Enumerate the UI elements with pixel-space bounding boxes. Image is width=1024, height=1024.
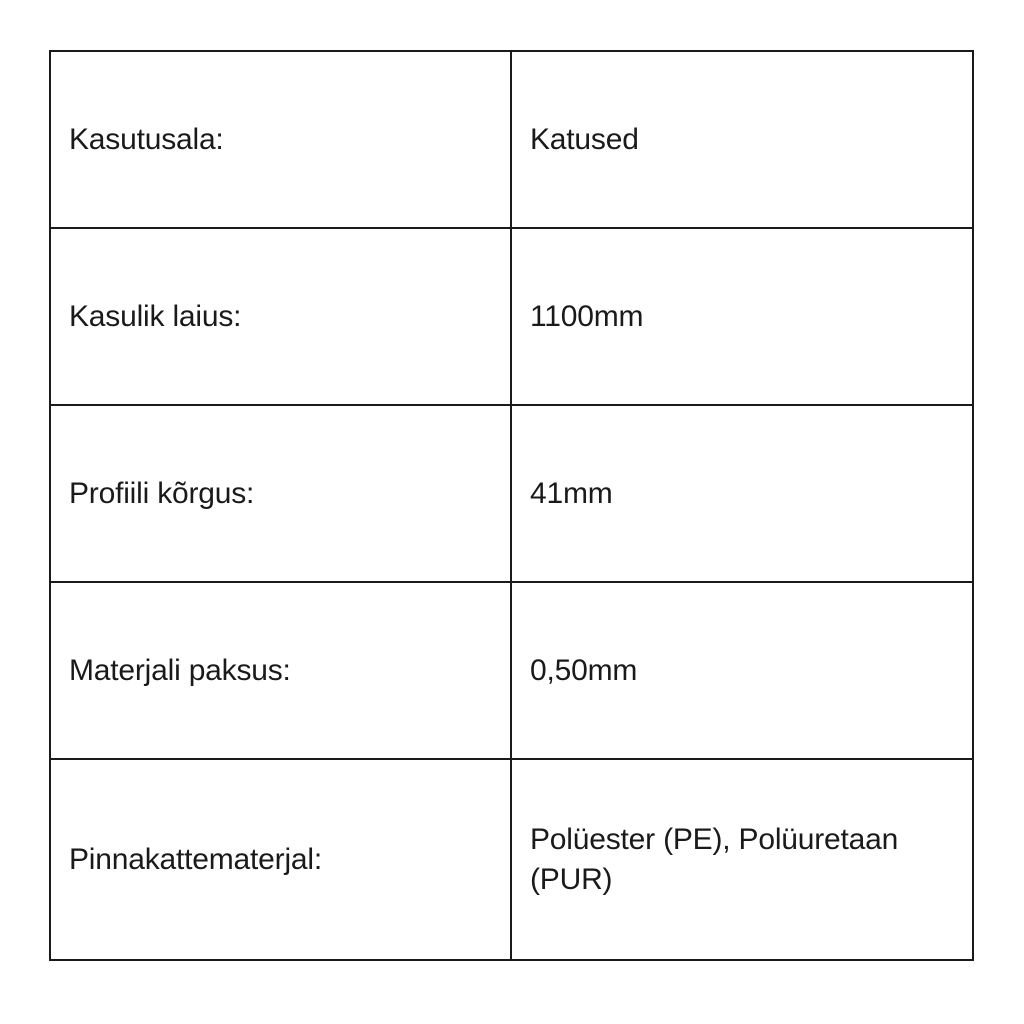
spec-value: 0,50mm xyxy=(511,582,973,759)
spec-label: Kasutusala: xyxy=(50,51,511,228)
table-row xyxy=(50,759,973,960)
spec-value: Katused xyxy=(511,51,973,228)
table-row xyxy=(50,582,973,759)
spec-label: Materjali paksus: xyxy=(50,582,511,759)
spec-table-body xyxy=(50,51,973,960)
table-row xyxy=(50,228,973,405)
spec-table xyxy=(49,50,974,961)
spec-label: Kasulik laius: xyxy=(50,228,511,405)
spec-label: Pinnakattematerjal: xyxy=(50,759,511,960)
spec-value: Polüester (PE), Polüuretaan (PUR) xyxy=(511,759,973,960)
spec-value: 1100mm xyxy=(511,228,973,405)
spec-value: 41mm xyxy=(511,405,973,582)
spec-label: Profiili kõrgus: xyxy=(50,405,511,582)
table-row xyxy=(50,51,973,228)
table-row xyxy=(50,405,973,582)
